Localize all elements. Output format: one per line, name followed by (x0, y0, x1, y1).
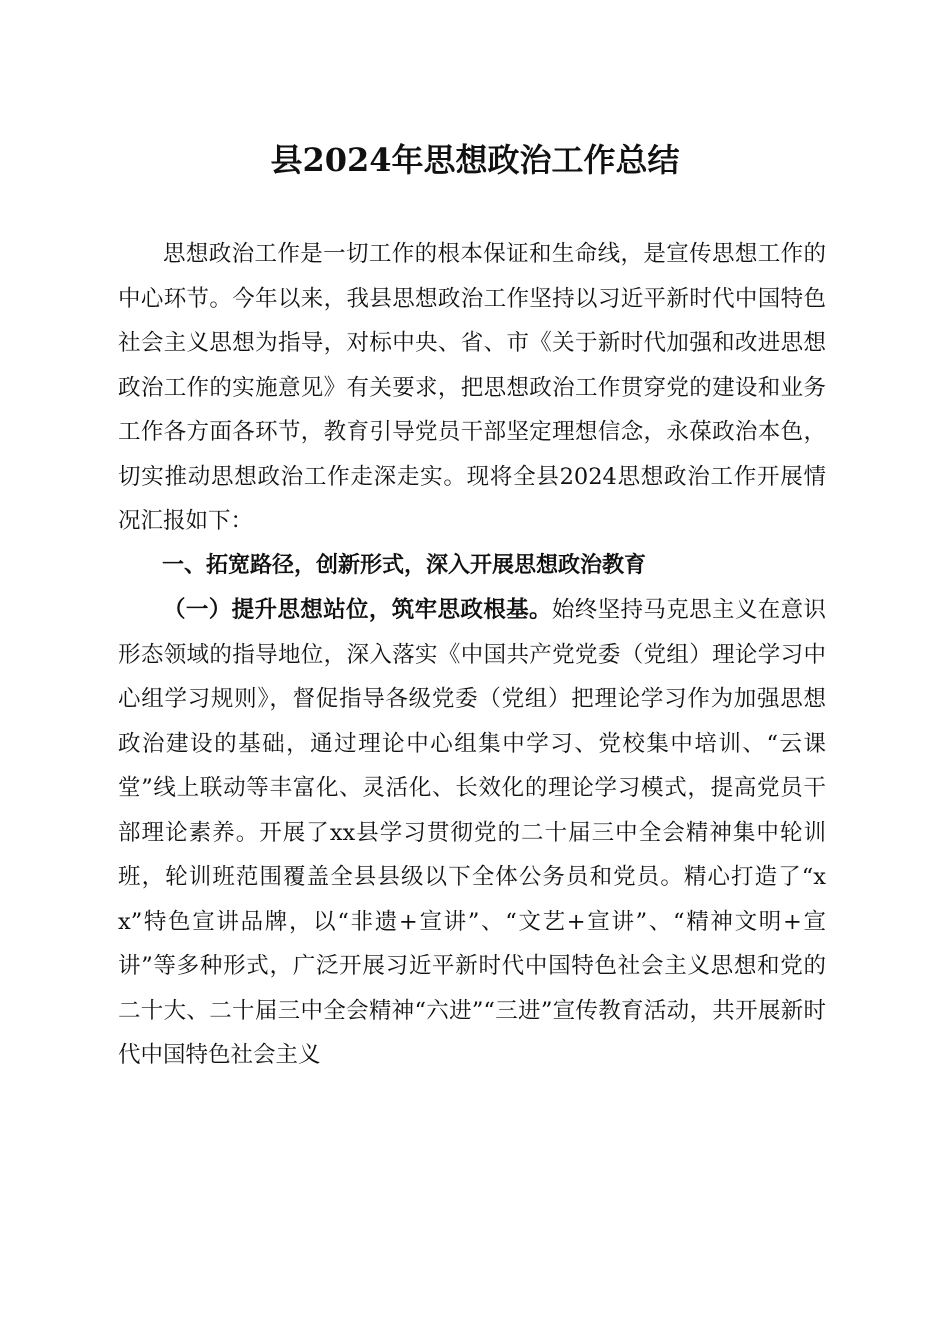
subsection-body: 始终坚持马克思主义在意识形态领域的指导地位，深入落实《中国共产党党委（党组）理论学习中心组学习规则》，督促指导各级党委（党组）把理论学习作为加强思想政治建设的基础，通过理论中心组集中学习、党校集中培训、“云课堂”线上联动等丰富化、灵活化、长效化的理论学习模式，提高党员干部理论素养。开展了xx县学习贯彻党的二十届三中全会精神集中轮训班，轮训班范围覆盖全县县级以下全体公务员和党员。精心打造了“xx”特色宣讲品牌，以“非遗+宣讲”、“文艺+宣讲”、“精神文明+宣讲”等多种形式，广泛开展习近平新时代中国特色社会主义思想和党的二十大、二十届三中全会精神“六进”“三进”宣传教育活动，共开展新时代中国特色社会主义 (118, 597, 826, 1068)
intro-paragraph: 思想政治工作是一切工作的根本保证和生命线，是宣传思想工作的中心环节。今年以来，我县思想政治工作坚持以习近平新时代中国特色社会主义思想为指导，对标中央、省、市《关于新时代加强和改进思想政治工作的实施意见》有关要求，把思想政治工作贯穿党的建设和业务工作各方面各环节，教育引导党员干部坚定理想信念，永葆政治本色，切实推动思想政治工作走深走实。现将全县2024思想政治工作开展情况汇报如下： (118, 241, 826, 534)
subsection-title: （一）提升思想站位，筑牢思政根基。 (163, 597, 552, 623)
document-title: 县2024年思想政治工作总结 (270, 141, 680, 179)
document-body (118, 232, 826, 1078)
subsection-paragraph (118, 588, 826, 1078)
section-heading: 一、拓宽路径，创新形式，深入开展思想政治教育 (162, 552, 647, 578)
